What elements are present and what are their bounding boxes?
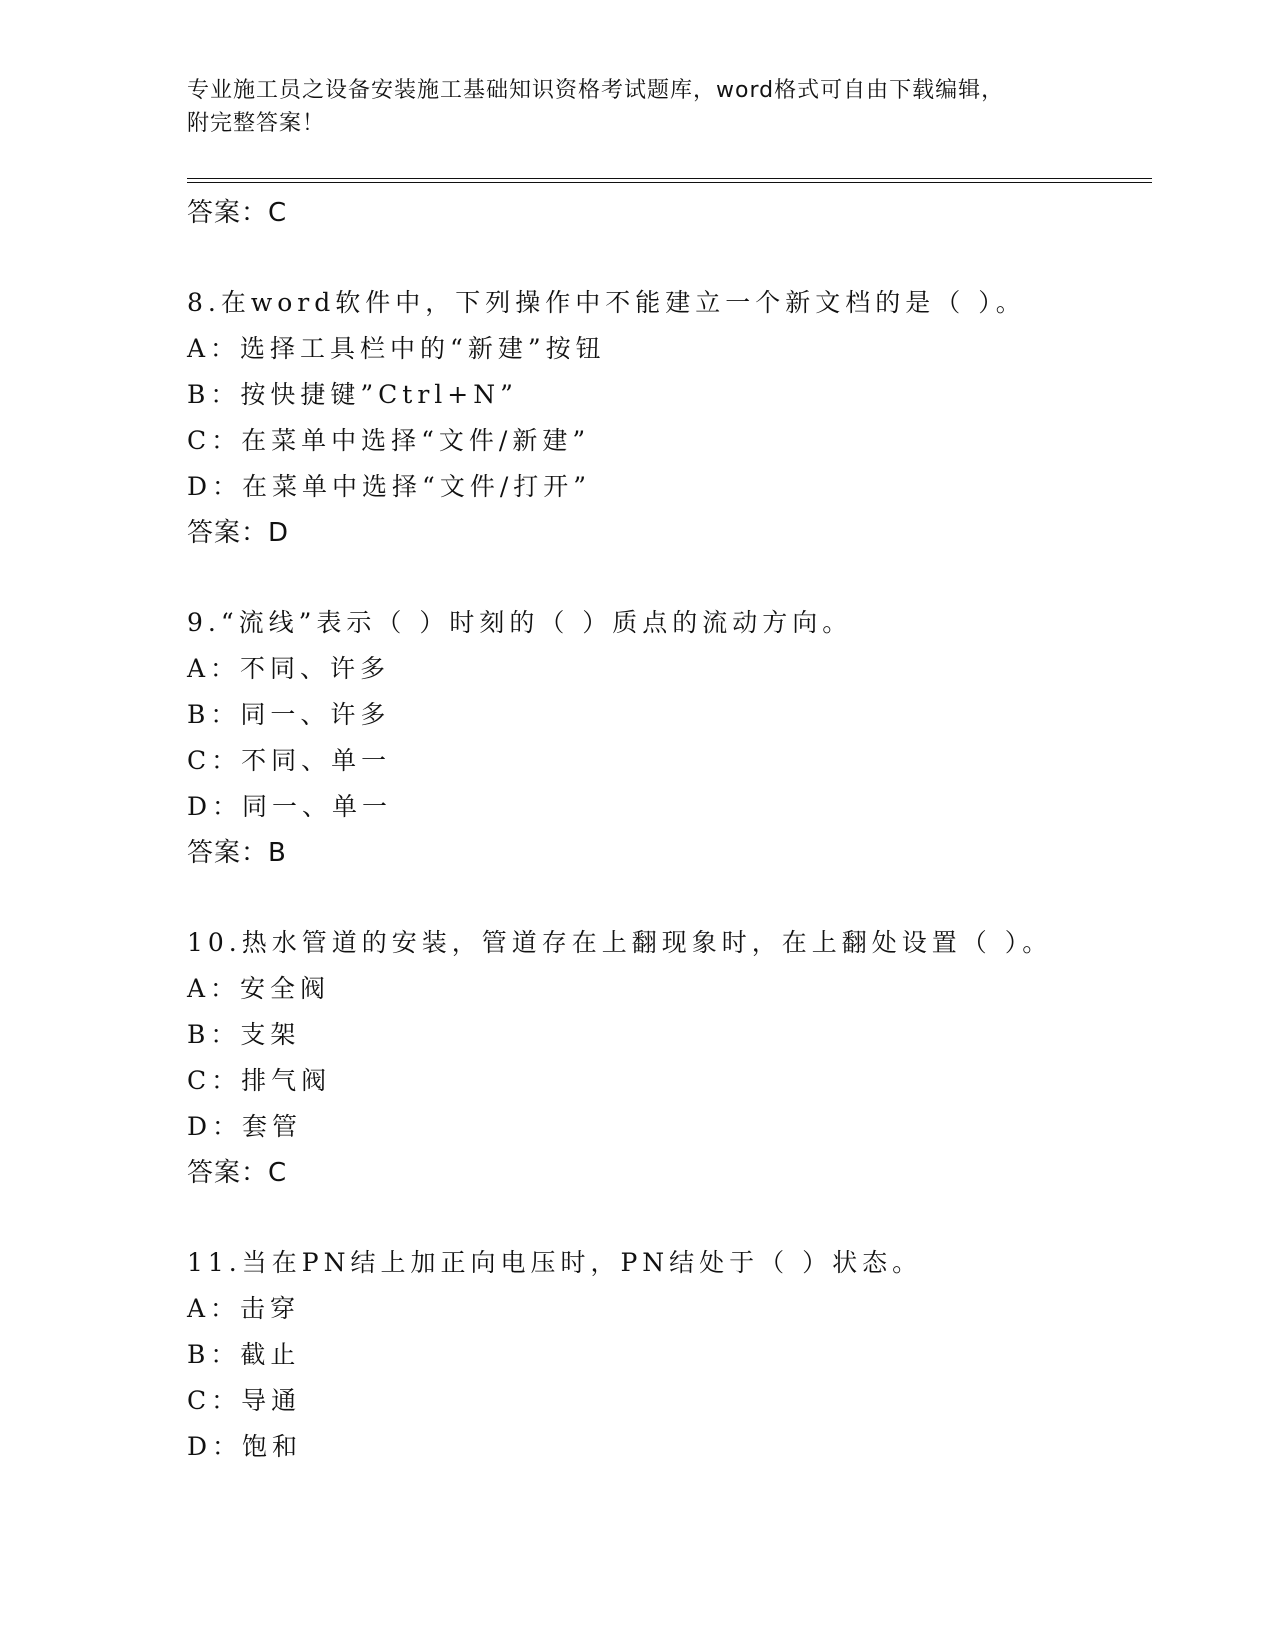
question-text: 10.热水管道的安装，管道存在上翻现象时，在上翻处设置（ ）。 <box>187 928 1053 957</box>
question-block <box>187 1240 1152 1470</box>
option-c: C：不同、单一 <box>187 746 392 775</box>
option-b: B：按快捷键”Ctrl+N” <box>187 380 518 409</box>
option-a: A：不同、许多 <box>187 654 391 683</box>
header-divider-bottom <box>187 182 1152 183</box>
spacer <box>187 1196 1152 1240</box>
spacer <box>187 876 1152 920</box>
question-text: 9.“流线”表示（ ）时刻的（ ）质点的流动方向。 <box>187 608 853 637</box>
option-a: A：击穿 <box>187 1294 301 1323</box>
question-text: 11.当在PN结上加正向电压时，PN结处于（ ）状态。 <box>187 1248 923 1277</box>
answer-line: 答案：C <box>187 1158 288 1188</box>
header-line-1: 专业施工员之设备安装施工基础知识资格考试题库，word格式可自由下载编辑， <box>187 78 1005 103</box>
header-line-2: 附完整答案！ <box>187 111 326 136</box>
option-c: C：导通 <box>187 1386 302 1415</box>
option-d: D：同一、单一 <box>187 792 393 821</box>
spacer <box>187 236 1152 280</box>
option-d: D：在菜单中选择“文件/打开” <box>187 472 592 501</box>
question-list <box>187 190 1152 1470</box>
question-block <box>187 920 1152 1196</box>
answer-line: 答案：B <box>187 838 287 868</box>
answer-line: 答案：C <box>187 198 288 228</box>
option-d: D：套管 <box>187 1112 303 1141</box>
option-b: B：支架 <box>187 1020 301 1049</box>
option-a: A：选择工具栏中的“新建”按钮 <box>187 334 606 363</box>
option-a: A：安全阀 <box>187 974 331 1003</box>
document-header <box>187 74 1067 140</box>
option-b: B：截止 <box>187 1340 301 1369</box>
option-c: C：排气阀 <box>187 1066 332 1095</box>
question-block <box>187 600 1152 876</box>
spacer <box>187 556 1152 600</box>
option-b: B：同一、许多 <box>187 700 391 729</box>
question-text: 8.在word软件中，下列操作中不能建立一个新文档的是（ ）。 <box>187 288 1026 317</box>
question-block <box>187 280 1152 556</box>
option-d: D：饱和 <box>187 1432 303 1461</box>
header-divider-top <box>187 178 1152 179</box>
option-c: C：在菜单中选择“文件/新建” <box>187 426 591 455</box>
answer-line: 答案：D <box>187 518 290 548</box>
